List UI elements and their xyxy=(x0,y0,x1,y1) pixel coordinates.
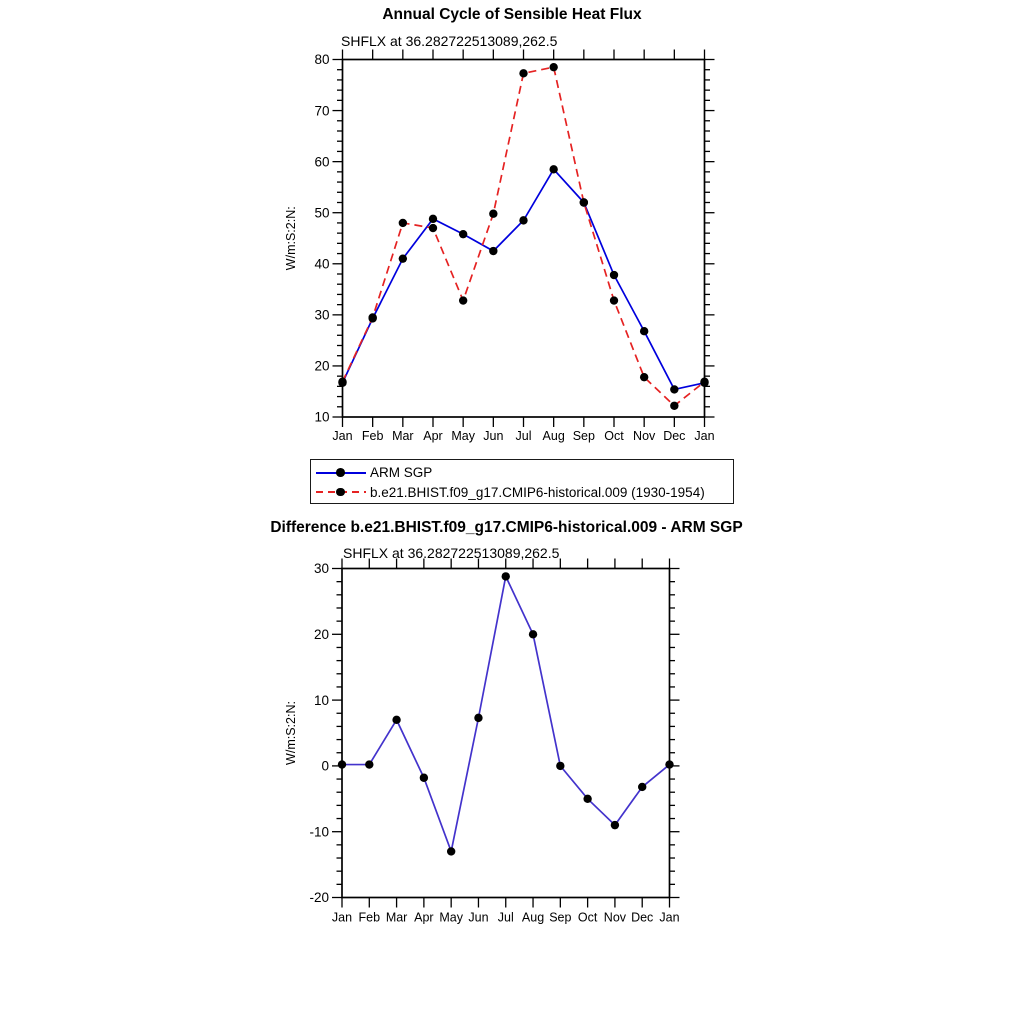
marker-dot-icon xyxy=(336,468,345,477)
data-point-marker-arm-sgp xyxy=(670,385,678,393)
data-point-marker-difference xyxy=(447,847,455,855)
x-tick-label: Feb xyxy=(361,429,384,443)
x-tick-label: Oct xyxy=(577,910,598,925)
x-tick-label: Feb xyxy=(358,910,381,925)
x-tick-label: Sep xyxy=(572,429,595,443)
legend-label-arm-sgp: ARM SGP xyxy=(370,465,433,481)
y-tick-label: 60 xyxy=(314,154,330,170)
data-point-marker-arm-sgp xyxy=(610,271,618,279)
x-tick-label: Jan xyxy=(332,429,353,443)
legend-box xyxy=(310,459,734,504)
x-tick-label: Nov xyxy=(633,429,656,443)
data-point-marker-difference xyxy=(665,760,673,768)
data-point-marker-difference xyxy=(392,716,400,724)
x-tick-label: Apr xyxy=(423,429,443,443)
x-tick-label: Aug xyxy=(521,910,545,925)
data-point-marker-model xyxy=(489,210,497,218)
data-point-marker-model xyxy=(700,378,708,386)
y-tick-label: 40 xyxy=(314,256,330,272)
data-point-marker-arm-sgp xyxy=(519,216,527,224)
x-tick-label: Dec xyxy=(631,910,654,925)
data-point-marker-arm-sgp xyxy=(489,247,497,255)
data-point-marker-arm-sgp xyxy=(399,254,407,262)
legend-sample-model xyxy=(316,486,366,498)
data-point-marker-model xyxy=(549,63,557,71)
x-tick-label: Apr xyxy=(414,910,434,925)
series-line-difference xyxy=(342,576,670,851)
top-chart-subtitle: SHFLX at 36.282722513089,262.5 xyxy=(341,33,558,49)
data-point-marker-model xyxy=(610,296,618,304)
y-tick-label: 30 xyxy=(314,307,330,323)
data-point-marker-difference xyxy=(338,760,346,768)
data-point-marker-arm-sgp xyxy=(429,215,437,223)
x-tick-label: Nov xyxy=(603,910,627,925)
y-tick-label: 80 xyxy=(314,52,330,68)
legend-sample-arm-sgp xyxy=(316,467,366,479)
plot-frame xyxy=(342,569,670,898)
y-axis-label: W/m:S:2:N: xyxy=(284,701,298,765)
x-tick-label: Jan xyxy=(694,429,715,443)
data-point-marker-difference xyxy=(556,762,564,770)
data-point-marker-difference xyxy=(611,821,619,829)
x-tick-label: Oct xyxy=(604,429,624,443)
series-line-model xyxy=(343,67,705,406)
y-tick-label: 20 xyxy=(314,358,330,374)
plot-frame xyxy=(343,60,705,418)
y-tick-label: 70 xyxy=(314,103,330,119)
data-point-marker-difference xyxy=(638,783,646,791)
data-point-marker-difference xyxy=(529,630,537,638)
y-tick-label: 30 xyxy=(313,561,329,577)
x-tick-label: Jul xyxy=(497,910,514,925)
x-tick-label: Aug xyxy=(542,429,565,443)
y-tick-label: 10 xyxy=(313,692,329,708)
data-point-marker-model xyxy=(640,373,648,381)
data-point-marker-model xyxy=(670,402,678,410)
data-point-marker-model xyxy=(580,198,588,206)
x-tick-label: Jan xyxy=(331,910,353,925)
y-tick-label: 50 xyxy=(314,205,330,221)
data-point-marker-difference xyxy=(502,572,510,580)
x-tick-label: May xyxy=(439,910,463,925)
bottom-chart-subtitle: SHFLX at 36.282722513089,262.5 xyxy=(343,545,560,561)
marker-dot-icon xyxy=(336,488,345,497)
series-line-arm-sgp xyxy=(343,169,705,389)
data-point-marker-model xyxy=(338,378,346,386)
legend-item-model xyxy=(316,483,733,503)
data-point-marker-difference xyxy=(583,795,591,803)
y-tick-label: 0 xyxy=(321,758,329,774)
x-tick-label: Mar xyxy=(385,910,408,925)
data-point-marker-difference xyxy=(365,760,373,768)
top-chart-plot xyxy=(284,50,715,444)
x-tick-label: Jun xyxy=(483,429,504,443)
data-point-marker-difference xyxy=(474,714,482,722)
legend-item-arm-sgp xyxy=(316,463,733,483)
x-tick-label: Mar xyxy=(392,429,414,443)
data-point-marker-arm-sgp xyxy=(640,327,648,335)
bottom-chart-title: Difference b.e21.BHIST.f09_g17.CMIP6-historical.009 - ARM SGP xyxy=(270,519,743,536)
data-point-marker-model xyxy=(399,219,407,227)
x-tick-label: May xyxy=(451,429,475,443)
bottom-chart-plot xyxy=(284,559,680,925)
y-axis-label: W/m:S:2:N: xyxy=(284,206,298,271)
data-point-marker-arm-sgp xyxy=(549,165,557,173)
data-point-marker-difference xyxy=(420,774,428,782)
y-tick-label: 10 xyxy=(314,409,330,425)
top-chart-title: Annual Cycle of Sensible Heat Flux xyxy=(382,6,642,23)
x-tick-label: Dec xyxy=(663,429,686,443)
x-tick-label: Jul xyxy=(515,429,532,443)
y-tick-label: -10 xyxy=(309,824,329,840)
x-tick-label: Jun xyxy=(468,910,489,925)
data-point-marker-model xyxy=(368,313,376,321)
y-tick-label: -20 xyxy=(309,890,329,906)
data-point-marker-model xyxy=(429,224,437,232)
legend-label-model: b.e21.BHIST.f09_g17.CMIP6-historical.009 (1930-1954) xyxy=(370,484,705,500)
x-tick-label: Jan xyxy=(659,910,680,925)
data-point-marker-model xyxy=(459,296,467,304)
data-point-marker-arm-sgp xyxy=(459,230,467,238)
data-point-marker-model xyxy=(519,69,527,77)
x-tick-label: Sep xyxy=(549,910,572,925)
y-tick-label: 20 xyxy=(313,627,329,642)
